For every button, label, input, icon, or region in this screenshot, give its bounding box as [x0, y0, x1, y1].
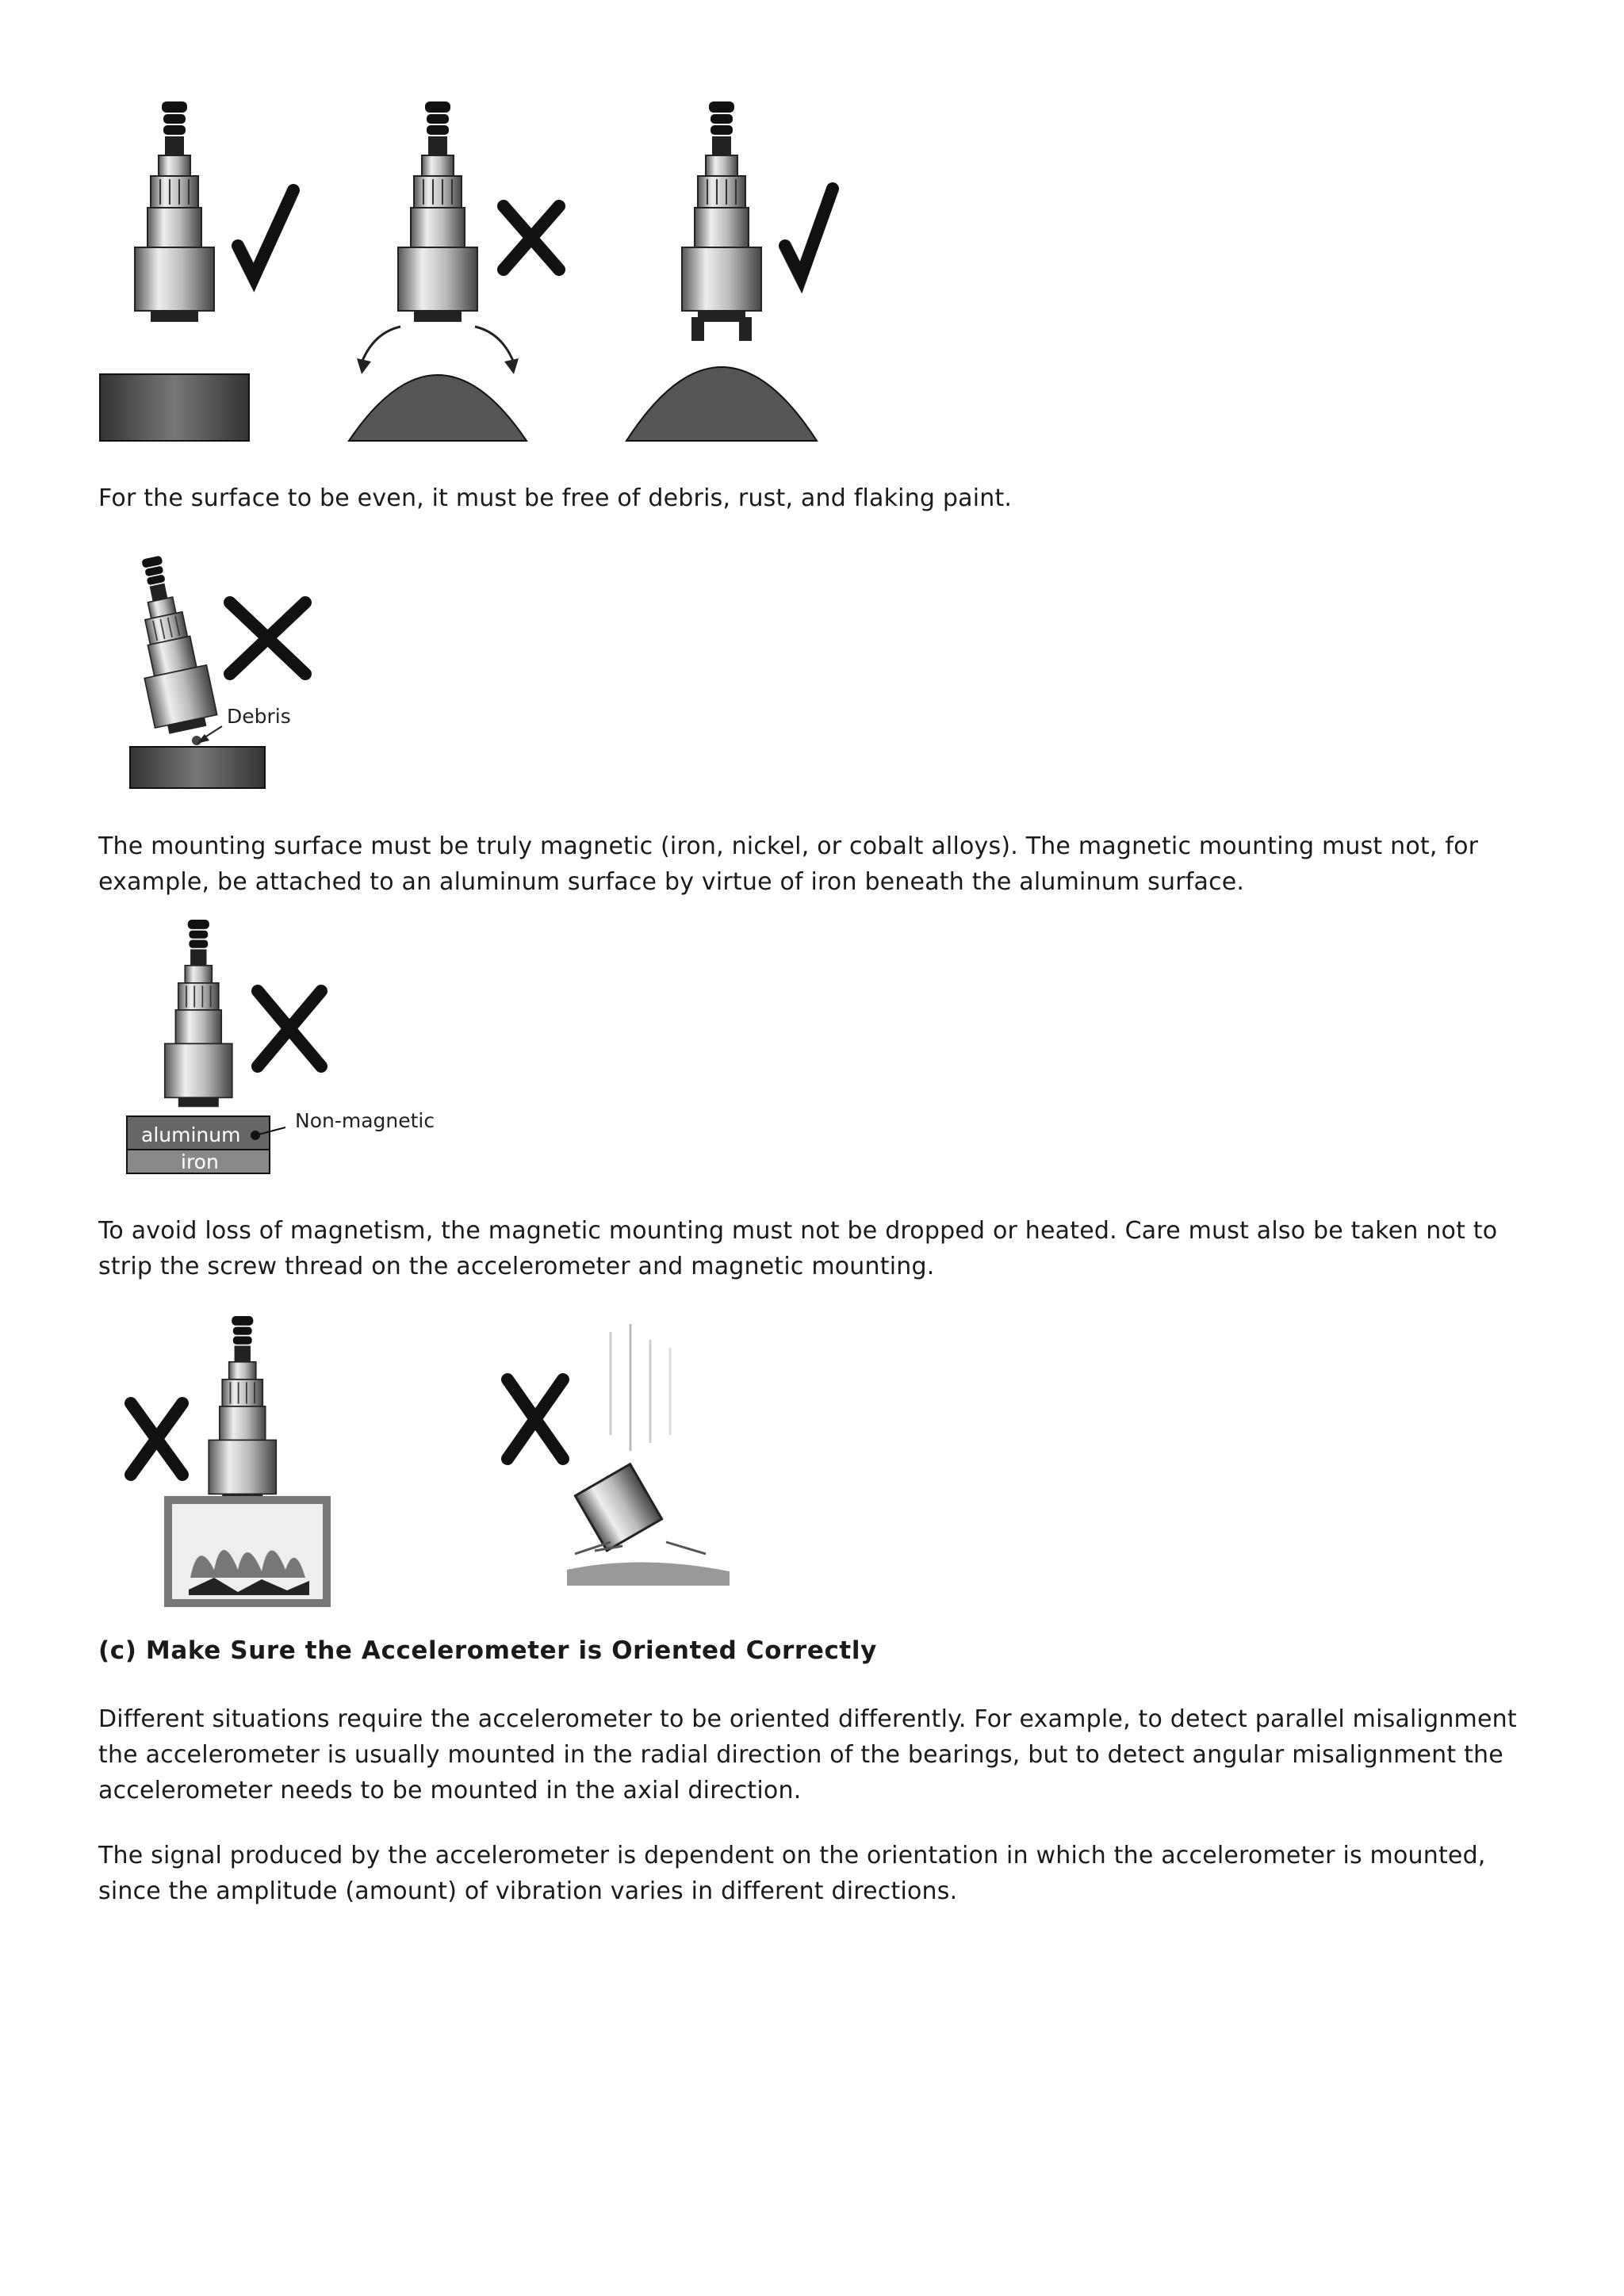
paragraph-magnetic-surface: The mounting surface must be truly magnetic (iron, nickel, or cobalt alloys). The magnetic mounting must not, for example, be attached to an aluminum surface by virtue of iron beneath the aluminum surface. — [98, 832, 1479, 896]
paragraph-signal: The signal produced by the accelerometer is dependent on the orientation in which the accelerometer is mounted, since the amplitude (amount) of vibration varies in different directions. — [98, 1842, 1486, 1905]
nonmagnetic-label: Non-magnetic — [295, 1109, 435, 1132]
section-heading: (c) Make Sure the Accelerometer is Oriented Correctly — [98, 1636, 877, 1665]
figure-debris — [95, 547, 333, 793]
figure-surface-contact — [95, 95, 856, 444]
figure-nonmagnetic — [119, 920, 452, 1181]
paragraph-avoid-magnetism-loss: To avoid loss of magnetism, the magnetic mounting must not be dropped or heated. Care must also be taken not to strip the screw thread on the accelerometer and magnetic mounting. — [98, 1217, 1498, 1280]
paragraph-orientation: Different situations require the accelerometer to be oriented differently. For example, to detect parallel misalignment the accelerometer is usually mounted in the radial direction of the bearings, but to detect angular misalignment the accelerometer needs to be mounted in the axial direction. — [98, 1705, 1517, 1804]
aluminum-label: aluminum — [141, 1123, 241, 1146]
figure-dropped — [492, 1316, 753, 1601]
iron-label: iron — [181, 1150, 219, 1173]
debris-label: Debris — [227, 705, 291, 728]
paragraph-surface-even: For the surface to be even, it must be free of debris, rust, and flaking paint. — [98, 484, 1013, 512]
figure-heated — [111, 1316, 349, 1609]
